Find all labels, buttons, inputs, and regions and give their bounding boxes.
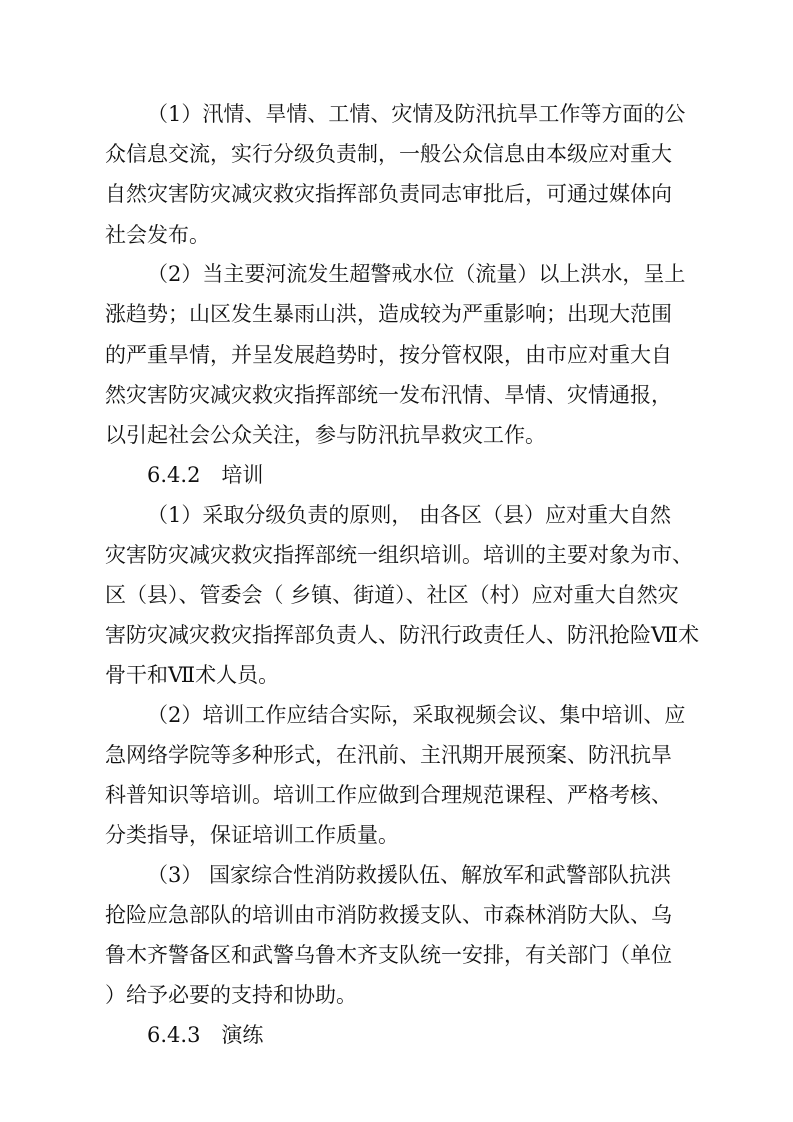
- line-text: ）给予必要的支持和协助。: [105, 983, 357, 1007]
- line-text: 鲁木齐警备区和武警乌鲁木齐支队统一安排，有关部门（单位: [105, 943, 672, 967]
- text-line: [0, 695, 793, 735]
- line-text: （1）采取分级负责的原则， 由各区（县）应对重大自然: [147, 503, 672, 527]
- text-line: [0, 134, 793, 174]
- text-line: [0, 94, 793, 134]
- line-text: 急网络学院等多种形式，在汛前、主汛期开展预案、防汛抗旱: [105, 743, 672, 767]
- text-line: [0, 935, 793, 975]
- line-text: 涨趋势；山区发生暴雨山洪，造成较为严重影响；出现大范围: [105, 302, 672, 326]
- text-line: [0, 294, 793, 334]
- line-text: 害防灾减灾救灾指挥部负责人、防汛行政责任人、防汛抢险Ⅶ术: [105, 623, 700, 647]
- section-heading: [0, 455, 793, 495]
- line-text: 自然灾害防灾减灾救灾指挥部负责同志审批后，可通过媒体向: [105, 182, 672, 206]
- line-text: （1）汛情、旱情、工情、灾情及防汛抗旱工作等方面的公: [147, 102, 686, 126]
- line-text: （2）培训工作应结合实际，采取视频会议、集中培训、应: [147, 703, 686, 727]
- text-line: [0, 415, 793, 455]
- text-line: [0, 535, 793, 575]
- line-text: （2）当主要河流发生超警戒水位（流量）以上洪水，呈上: [147, 262, 686, 286]
- text-line: [0, 174, 793, 214]
- text-line: [0, 615, 793, 655]
- section-heading-text: 6.4.3 演练: [147, 1023, 264, 1047]
- text-line: [0, 575, 793, 615]
- text-line: [0, 655, 793, 695]
- text-line: [0, 495, 793, 535]
- line-text: 分类指导，保证培训工作质量。: [105, 823, 399, 847]
- line-text: 以引起社会公众关注，参与防汛抗旱救灾工作。: [105, 423, 546, 447]
- line-text: 抢险应急部队的培训由市消防救援支队、市森林消防大队、乌: [105, 903, 672, 927]
- line-text: 灾害防灾减灾救灾指挥部统一组织培训。培训的主要对象为市、: [105, 543, 693, 567]
- text-line: [0, 855, 793, 895]
- line-text: 社会发布。: [105, 223, 210, 247]
- text-line: [0, 775, 793, 815]
- text-line: [0, 895, 793, 935]
- text-line: [0, 375, 793, 415]
- text-line: [0, 815, 793, 855]
- text-line: [0, 215, 793, 255]
- line-text: 然灾害防灾减灾救灾指挥部统一发布汛情、旱情、灾情通报，: [105, 383, 672, 407]
- line-text: 骨干和Ⅶ术人员。: [105, 663, 280, 687]
- text-line: [0, 735, 793, 775]
- text-line: [0, 975, 793, 1015]
- text-line: [0, 335, 793, 375]
- line-text: 区（县）、管委会（ 乡镇、街道）、社区（村）应对重大自然灾: [105, 583, 679, 607]
- text-line: [0, 254, 793, 294]
- line-text: 科普知识等培训。培训工作应做到合理规范课程、严格考核、: [105, 783, 672, 807]
- line-text: （3） 国家综合性消防救援队伍、解放军和武警部队抗洪: [147, 863, 672, 887]
- section-heading-text: 6.4.2 培训: [147, 463, 264, 487]
- section-heading: [0, 1015, 793, 1055]
- line-text: 众信息交流，实行分级负责制，一般公众信息由本级应对重大: [105, 142, 672, 166]
- line-text: 的严重旱情，并呈发展趋势时，按分管权限，由市应对重大自: [105, 343, 672, 367]
